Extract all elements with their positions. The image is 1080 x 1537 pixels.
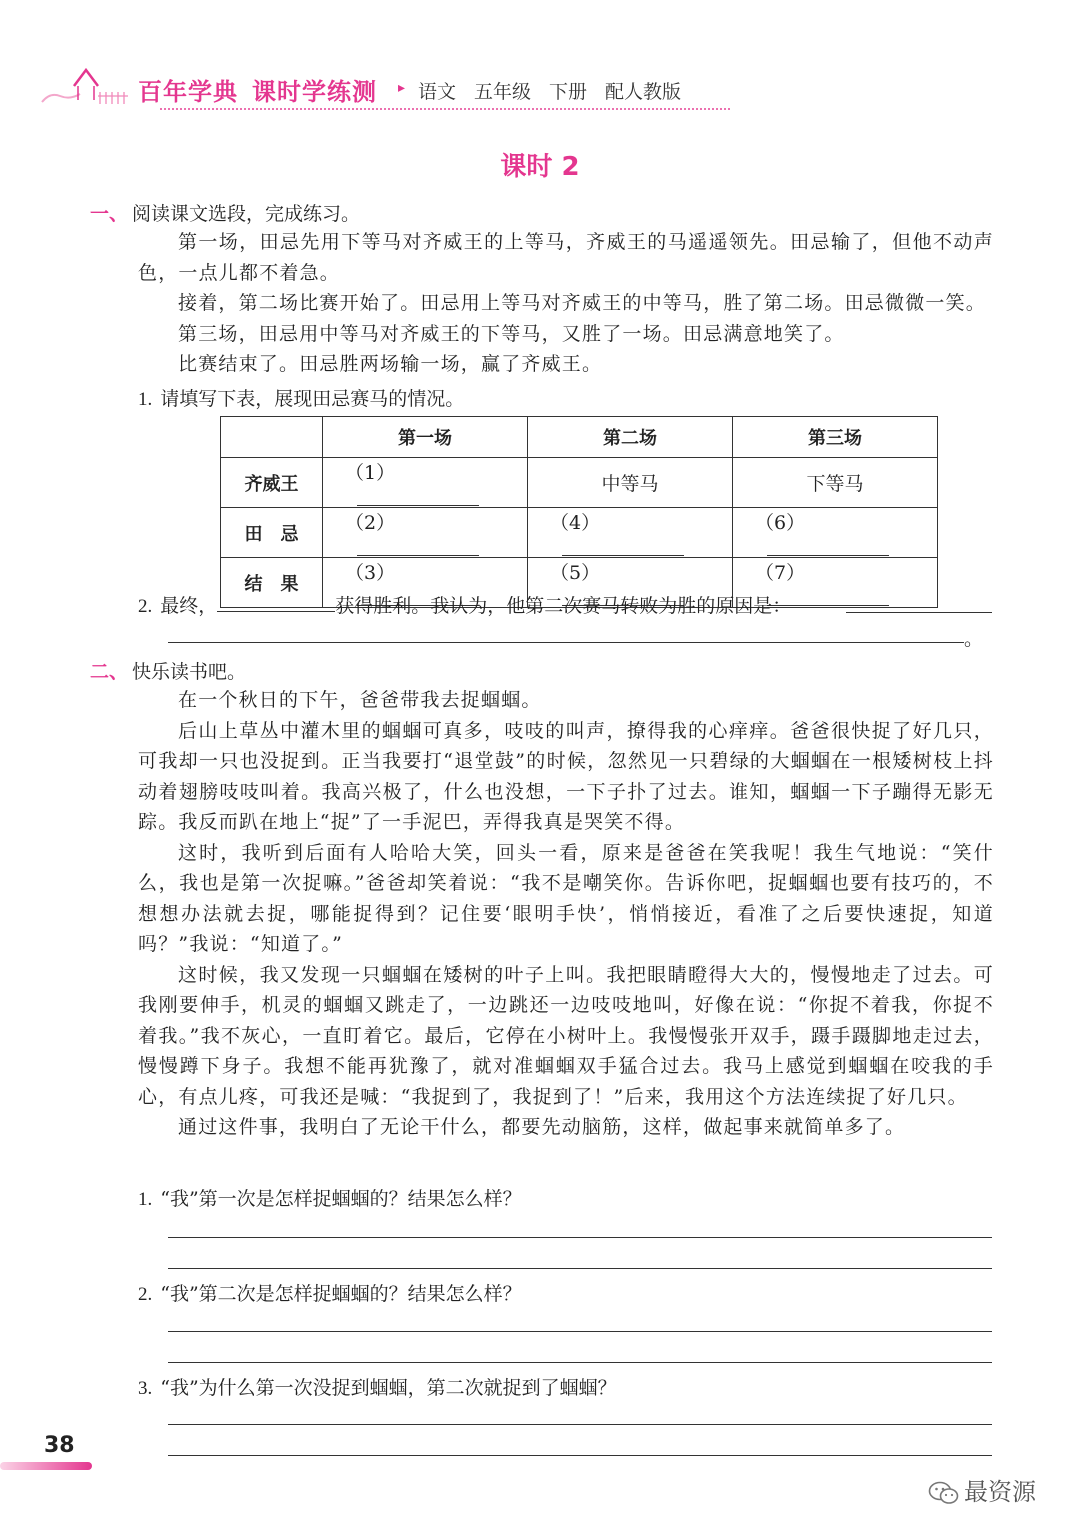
section1-number: 一、	[90, 203, 129, 225]
answer-blank[interactable]	[767, 538, 889, 556]
answer-cell[interactable]	[323, 458, 528, 508]
passage-paragraph: 通过这件事，我明白了无论干什么，都要先动脑筋，这样，做起事来就简单多了。	[178, 1116, 906, 1138]
answer-blank[interactable]	[357, 538, 479, 556]
question-number: 1.	[138, 1189, 153, 1210]
question-text: 请填写下表，展现田忌赛马的情况。	[160, 388, 465, 410]
page-header	[0, 0, 1080, 130]
table-cell: 下等马	[733, 458, 938, 508]
answer-blank[interactable]	[562, 538, 684, 556]
blank-label: （3）	[345, 562, 396, 584]
blank-label: （2）	[345, 512, 396, 534]
passage-paragraph: 这时候，我又发现一只蝈蝈在矮树的叶子上叫。我把眼睛瞪得大大的，慢慢地走了过去。可我刚要伸手，机灵的蝈蝈又跳走了，一边跳还一边吱吱地叫，好像在说：“你捉不着我，你捉不着我。”我不灰心，一直盯着它。最后，它停在小树叶上。我慢慢张开双手，蹑手蹑脚地走过去，慢慢蹲下身子。我想不能再犹豫了，就对准蝈蝈双手猛合过去。我马上感觉到蝈蝈在咬我的手心，有点儿疼，可我还是喊：“我捉到了，我捉到了！”后来，我用这个方法连续捉了好几只。	[138, 963, 994, 1108]
book-info	[418, 77, 699, 104]
section2-heading	[90, 657, 246, 684]
brand-series: 课时学练测	[252, 78, 377, 106]
table-cell: 中等马	[528, 458, 733, 508]
page-number: 38	[44, 1433, 75, 1458]
question-text: 最终，	[160, 595, 218, 617]
house-decoration-icon	[40, 62, 136, 106]
table-header-row	[221, 417, 938, 458]
question-2-1	[138, 1184, 522, 1211]
horse-race-table	[220, 416, 938, 608]
answer-line[interactable]	[168, 642, 964, 643]
page-number-bar	[0, 1462, 92, 1470]
column-header: 第二场	[528, 417, 733, 458]
question-text: “我”第二次是怎样捉蝈蝈的？结果怎么样？	[160, 1283, 522, 1305]
brand-title	[138, 72, 391, 107]
answer-blank[interactable]	[217, 594, 335, 612]
blank-label: （6）	[755, 512, 806, 534]
question-text: “我”第一次是怎样捉蝈蝈的？结果怎么样？	[160, 1188, 522, 1210]
arrow-icon: ▸	[398, 80, 406, 96]
question-1-2	[138, 591, 791, 618]
column-header: 第三场	[733, 417, 938, 458]
passage-paragraph: 第一场，田忌先用下等马对齐威王的上等马，齐威王的马遥遥领先。田忌输了，但他不动声色，一点儿都不着急。	[138, 231, 994, 284]
question-number: 1.	[138, 389, 153, 410]
answer-cell[interactable]	[528, 508, 733, 558]
row-header: 田 忌	[221, 508, 323, 558]
answer-blank[interactable]	[357, 488, 479, 506]
answer-line[interactable]	[168, 1331, 992, 1332]
passage-paragraph: 接着，第二场比赛开始了。田忌用上等马对齐威王的中等马，胜了第二场。田忌微微一笑。	[178, 292, 987, 314]
section1-heading	[90, 199, 360, 226]
section2-passage	[138, 685, 994, 1143]
passage-paragraph: 第三场，田忌用中等马对齐威王的下等马，又胜了一场。田忌满意地笑了。	[178, 322, 845, 345]
edition-label: 配人教版	[605, 81, 682, 103]
table-row	[221, 508, 938, 558]
question-number: 2.	[138, 596, 153, 617]
column-header: 第一场	[323, 417, 528, 458]
row-header: 齐威王	[221, 458, 323, 508]
header-divider	[160, 108, 730, 110]
blank-label: （4）	[550, 512, 601, 534]
answer-line[interactable]	[168, 1424, 992, 1425]
answer-line[interactable]	[168, 1362, 992, 1363]
blank-label: （7）	[755, 562, 806, 584]
question-text: 获得胜利。我认为，他第二次赛马转败为胜的原因是：	[335, 595, 792, 617]
answer-cell[interactable]	[733, 508, 938, 558]
lesson-title: 课时 2	[500, 152, 580, 182]
question-number: 2.	[138, 1284, 153, 1305]
answer-line[interactable]	[168, 1237, 992, 1238]
answer-line[interactable]	[168, 1268, 992, 1269]
section2-title: 快乐读书吧。	[132, 661, 247, 683]
table-corner-cell	[221, 417, 323, 458]
section1-passage	[138, 227, 994, 380]
wechat-icon	[928, 1480, 960, 1506]
question-number: 3.	[138, 1378, 153, 1399]
subject-label: 语文	[418, 81, 457, 103]
question-2-2	[138, 1279, 522, 1306]
table-row	[221, 458, 938, 508]
passage-paragraph: 这时，我听到后面有人哈哈大笑，回头一看，原来是爸爸在笑我呢！我生气地说：“笑什么，我也是第一次捉嘛。”爸爸却笑着说：“我不是嘲笑你。告诉你吧，捉蝈蝈也要有技巧的，不想想办法就去捉，哪能捉得到？记住要‘眼明手快’，悄悄接近，看准了之后要快速捉，知道吗？”我说：“知道了。”	[138, 841, 994, 955]
watermark	[928, 1472, 1036, 1507]
answer-line[interactable]	[846, 612, 992, 613]
brand-name: 百年学典	[138, 78, 238, 106]
row-header: 结 果	[221, 558, 323, 608]
passage-paragraph: 比赛结束了。田忌胜两场输一场，赢了齐威王。	[178, 353, 603, 375]
passage-paragraph: 后山上草丛中灌木里的蝈蝈可真多，吱吱的叫声，撩得我的心痒痒。爸爸很快捉了好几只，可我却一只也没捉到。正当我要打“退堂鼓”的时候，忽然见一只碧绿的大蝈蝈在一根矮树枝上抖动着翅膀吱吱叫着。我高兴极了，什么也没想，一下子扑了过去。谁知，蝈蝈一下子蹦得无影无踪。我反而趴在地上“捉”了一手泥巴，弄得我真是哭笑不得。	[138, 719, 994, 833]
question-text: “我”为什么第一次没捉到蝈蝈，第二次就捉到了蝈蝈？	[160, 1377, 617, 1399]
question-2-3	[138, 1373, 617, 1400]
answer-line[interactable]	[168, 1455, 992, 1456]
volume-label: 下册	[549, 81, 588, 103]
answer-cell[interactable]	[323, 508, 528, 558]
question-1-1	[138, 384, 464, 411]
sentence-end: 。	[964, 628, 984, 650]
passage-paragraph: 在一个秋日的下午，爸爸带我去捉蝈蝈。	[178, 689, 542, 711]
section1-title: 阅读课文选段，完成练习。	[132, 203, 361, 225]
watermark-text: 最资源	[964, 1478, 1036, 1506]
blank-label: （1）	[345, 462, 396, 484]
section2-number: 二、	[90, 661, 129, 683]
grade-label: 五年级	[474, 81, 532, 103]
blank-label: （5）	[550, 562, 601, 584]
